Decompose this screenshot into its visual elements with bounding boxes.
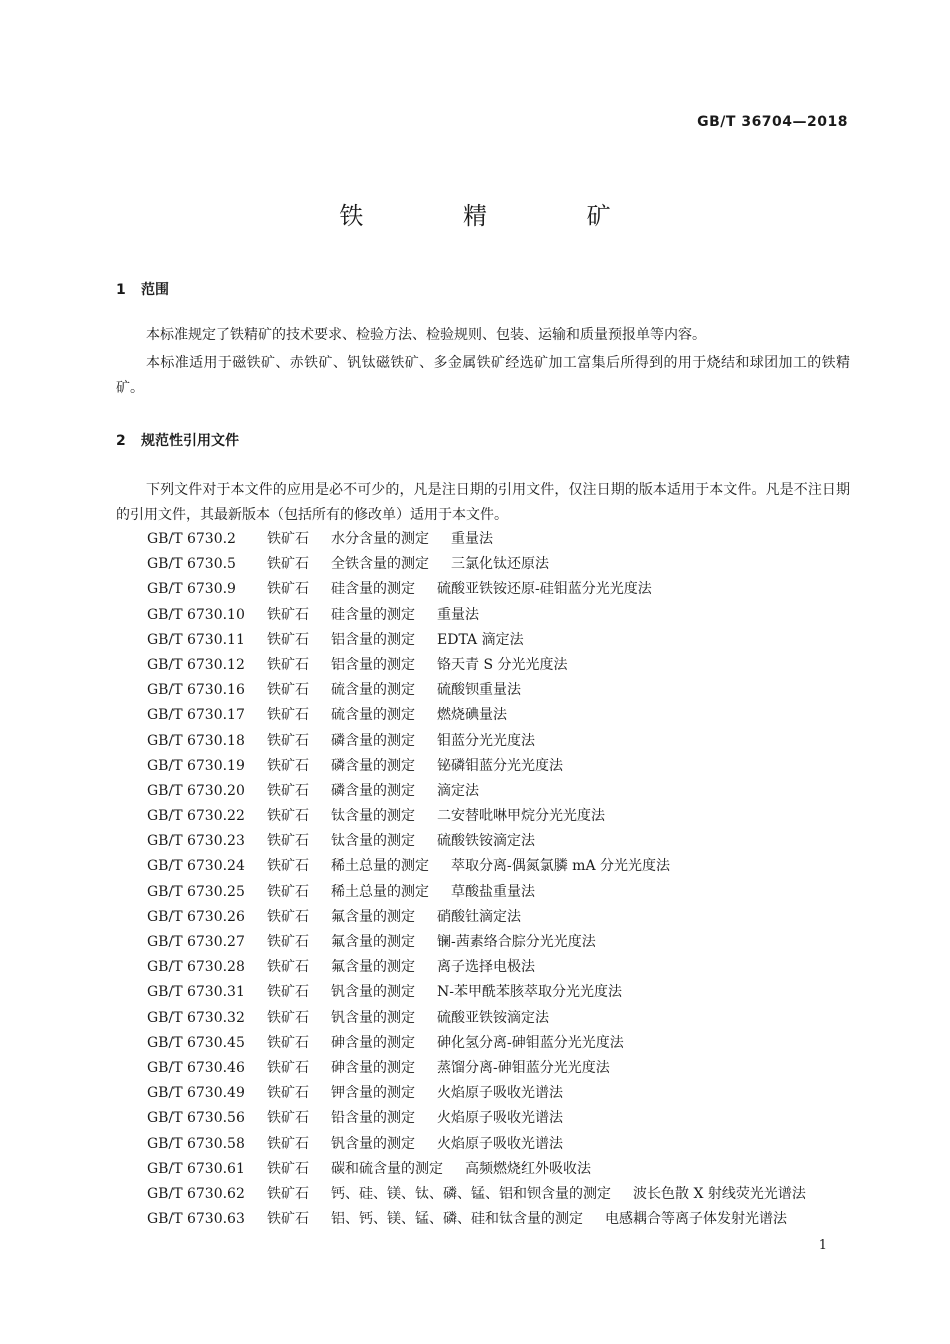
- reference-item: [147, 829, 806, 854]
- reference-item: [147, 577, 806, 602]
- reference-method: 离子选择电极法: [437, 959, 535, 976]
- reference-method: 硫酸钡重量法: [437, 682, 521, 699]
- reference-material: 铁矿石: [267, 858, 309, 875]
- reference-material: 铁矿石: [267, 1135, 309, 1152]
- reference-code: GB/T 6730.24: [147, 858, 245, 875]
- reference-material: 铁矿石: [267, 606, 309, 623]
- reference-item-name: 硫含量的测定: [331, 682, 415, 699]
- reference-code: GB/T 6730.63: [147, 1211, 245, 1228]
- reference-item: [147, 729, 806, 754]
- reference-method: EDTA 滴定法: [437, 631, 524, 648]
- reference-code: GB/T 6730.28: [147, 959, 245, 976]
- reference-item: [147, 1006, 806, 1031]
- reference-method: 铬天青 S 分光光度法: [437, 656, 568, 673]
- reference-method: 铋磷钼蓝分光光度法: [437, 757, 563, 774]
- reference-material: 铁矿石: [267, 1211, 309, 1228]
- reference-method: 草酸盐重量法: [451, 883, 535, 900]
- reference-material: 铁矿石: [267, 833, 309, 850]
- reference-code: GB/T 6730.18: [147, 732, 245, 749]
- reference-method: 蒸馏分离-砷钼蓝分光光度法: [437, 1059, 610, 1076]
- reference-code: GB/T 6730.23: [147, 833, 245, 850]
- reference-method: 滴定法: [437, 782, 479, 799]
- reference-material: 铁矿石: [267, 656, 309, 673]
- reference-method: 镧-茜素络合腙分光光度法: [437, 934, 596, 950]
- page-number: 1: [818, 1238, 827, 1253]
- reference-material: 铁矿石: [267, 959, 309, 976]
- reference-code: GB/T 6730.19: [147, 757, 245, 774]
- reference-item-name: 钛含量的测定: [331, 808, 415, 825]
- reference-material: 铁矿石: [267, 732, 309, 749]
- section-number: 1: [116, 282, 126, 298]
- reference-method: 萃取分离-偶氮氯膦 mA 分光光度法: [451, 858, 671, 875]
- reference-item-name: 硫含量的测定: [331, 707, 415, 724]
- reference-method: 三氯化钛还原法: [451, 556, 549, 573]
- reference-material: 铁矿石: [267, 631, 309, 648]
- reference-item-name: 磷含量的测定: [331, 757, 415, 774]
- reference-item: [147, 1132, 806, 1157]
- reference-code: GB/T 6730.61: [147, 1160, 245, 1177]
- reference-item-name: 氟含量的测定: [331, 908, 415, 925]
- reference-method: 电感耦合等离子体发射光谱法: [605, 1211, 787, 1228]
- reference-item-name: 钾含量的测定: [331, 1085, 415, 1102]
- reference-material: 铁矿石: [267, 883, 309, 900]
- reference-material: 铁矿石: [267, 581, 309, 598]
- section-heading-scope: [116, 279, 169, 299]
- reference-item: [147, 653, 806, 678]
- reference-method: 硝酸钍滴定法: [437, 908, 521, 925]
- reference-item-name: 铝含量的测定: [331, 631, 415, 648]
- reference-item: [147, 527, 806, 552]
- paragraph: 本标准适用于磁铁矿、赤铁矿、钒钛磁铁矿、多金属铁矿经选矿加工富集后所得到的用于烧结和球团加工的铁精矿。: [116, 355, 850, 396]
- reference-code: GB/T 6730.56: [147, 1110, 245, 1127]
- reference-item-name: 砷含量的测定: [331, 1059, 415, 1076]
- reference-item-name: 钛含量的测定: [331, 833, 415, 850]
- reference-material: 铁矿石: [267, 934, 309, 950]
- reference-item-name: 硅含量的测定: [331, 581, 415, 598]
- reference-material: 铁矿石: [267, 682, 309, 699]
- reference-item-name: 铝、钙、镁、锰、磷、硅和钛含量的测定: [331, 1211, 583, 1228]
- reference-item: [147, 754, 806, 779]
- reference-item: [147, 854, 806, 879]
- reference-item: [147, 1106, 806, 1131]
- reference-method: 重量法: [451, 531, 493, 547]
- reference-code: GB/T 6730.32: [147, 1009, 245, 1026]
- reference-method: 高频燃烧红外吸收法: [465, 1160, 591, 1177]
- reference-code: GB/T 6730.27: [147, 934, 245, 950]
- reference-item-name: 磷含量的测定: [331, 782, 415, 799]
- reference-material: 铁矿石: [267, 1110, 309, 1127]
- reference-material: 铁矿石: [267, 1160, 309, 1177]
- reference-material: 铁矿石: [267, 808, 309, 825]
- reference-method: 钼蓝分光光度法: [437, 732, 535, 749]
- reference-code: GB/T 6730.25: [147, 883, 245, 900]
- reference-code: GB/T 6730.26: [147, 908, 245, 925]
- reference-material: 铁矿石: [267, 707, 309, 724]
- reference-code: GB/T 6730.12: [147, 656, 245, 673]
- reference-method: 砷化氢分离-砷钼蓝分光光度法: [437, 1034, 624, 1051]
- reference-item: [147, 552, 806, 577]
- reference-item: [147, 905, 806, 930]
- reference-item: [147, 880, 806, 905]
- reference-item-name: 碳和硫含量的测定: [331, 1160, 443, 1177]
- section-title: 范围: [141, 282, 169, 298]
- reference-item-name: 铅含量的测定: [331, 1110, 415, 1127]
- reference-item: [147, 1157, 806, 1182]
- reference-item: [147, 628, 806, 653]
- reference-material: 铁矿石: [267, 757, 309, 774]
- reference-item: [147, 1031, 806, 1056]
- reference-item-name: 砷含量的测定: [331, 1034, 415, 1051]
- reference-item-name: 稀土总量的测定: [331, 883, 429, 900]
- reference-item: [147, 703, 806, 728]
- reference-code: GB/T 6730.58: [147, 1135, 245, 1152]
- reference-method: 二安替吡啉甲烷分光光度法: [437, 808, 605, 825]
- reference-material: 铁矿石: [267, 984, 309, 1001]
- reference-material: 铁矿石: [267, 531, 309, 547]
- section-title: 规范性引用文件: [141, 433, 239, 449]
- section-heading-references: [116, 430, 239, 450]
- reference-item: [147, 1081, 806, 1106]
- paragraph: 下列文件对于本文件的应用是必不可少的，凡是注日期的引用文件，仅注日期的版本适用于本文件。凡是不注日期的引用文件，其最新版本（包括所有的修改单）适用于本文件。: [116, 482, 850, 523]
- reference-method: 硫酸亚铁铵还原-硅钼蓝分光光度法: [437, 581, 652, 598]
- reference-method: 硫酸亚铁铵滴定法: [437, 1009, 549, 1026]
- standard-code: GB/T 36704—2018: [697, 114, 848, 130]
- reference-method: 火焰原子吸收光谱法: [437, 1085, 563, 1102]
- reference-method: 硫酸铁铵滴定法: [437, 833, 535, 850]
- reference-item: [147, 930, 806, 955]
- reference-item-name: 氟含量的测定: [331, 959, 415, 976]
- reference-code: GB/T 6730.31: [147, 984, 245, 1001]
- reference-list: [147, 527, 806, 1232]
- section-number: 2: [116, 433, 126, 449]
- reference-item-name: 水分含量的测定: [331, 531, 429, 547]
- reference-item-name: 铝含量的测定: [331, 656, 415, 673]
- reference-method: 波长色散 X 射线荧光光谱法: [633, 1185, 806, 1202]
- reference-item: [147, 678, 806, 703]
- reference-code: GB/T 6730.11: [147, 631, 245, 648]
- reference-method: 燃烧碘量法: [437, 707, 507, 724]
- reference-code: GB/T 6730.17: [147, 707, 245, 724]
- reference-code: GB/T 6730.49: [147, 1085, 245, 1102]
- reference-material: 铁矿石: [267, 782, 309, 799]
- reference-item-name: 全铁含量的测定: [331, 556, 429, 573]
- reference-item: [147, 804, 806, 829]
- reference-method: 火焰原子吸收光谱法: [437, 1110, 563, 1127]
- reference-method: 火焰原子吸收光谱法: [437, 1135, 563, 1152]
- reference-item-name: 硅含量的测定: [331, 606, 415, 623]
- reference-code: GB/T 6730.2: [147, 531, 236, 547]
- document-title: 铁 精 矿: [339, 202, 657, 230]
- reference-item: [147, 1207, 806, 1232]
- reference-item-name: 磷含量的测定: [331, 732, 415, 749]
- reference-item: [147, 779, 806, 804]
- reference-code: GB/T 6730.16: [147, 682, 245, 699]
- reference-material: 铁矿石: [267, 1034, 309, 1051]
- reference-code: GB/T 6730.22: [147, 808, 245, 825]
- reference-item: [147, 980, 806, 1005]
- reference-item-name: 氟含量的测定: [331, 934, 415, 950]
- reference-code: GB/T 6730.46: [147, 1059, 245, 1076]
- reference-material: 铁矿石: [267, 1085, 309, 1102]
- reference-item-name: 钙、硅、镁、钛、磷、锰、铝和钡含量的测定: [331, 1185, 611, 1202]
- reference-code: GB/T 6730.20: [147, 782, 245, 799]
- reference-code: GB/T 6730.5: [147, 556, 236, 573]
- reference-material: 铁矿石: [267, 908, 309, 925]
- reference-item: [147, 1056, 806, 1081]
- reference-code: GB/T 6730.10: [147, 606, 245, 623]
- reference-material: 铁矿石: [267, 1009, 309, 1026]
- reference-item-name: 钒含量的测定: [331, 1009, 415, 1026]
- reference-code: GB/T 6730.62: [147, 1185, 245, 1202]
- reference-material: 铁矿石: [267, 1185, 309, 1202]
- paragraph: 本标准规定了铁精矿的技术要求、检验方法、检验规则、包装、运输和质量预报单等内容。: [146, 327, 706, 343]
- reference-code: GB/T 6730.9: [147, 581, 236, 598]
- reference-material: 铁矿石: [267, 1059, 309, 1076]
- reference-item-name: 钒含量的测定: [331, 984, 415, 1001]
- reference-item: [147, 955, 806, 980]
- reference-method: N-苯甲酰苯胲萃取分光光度法: [437, 984, 622, 1001]
- reference-item: [147, 1182, 806, 1207]
- reference-item: [147, 603, 806, 628]
- reference-code: GB/T 6730.45: [147, 1034, 245, 1051]
- reference-method: 重量法: [437, 606, 479, 623]
- reference-item-name: 稀土总量的测定: [331, 858, 429, 875]
- reference-material: 铁矿石: [267, 556, 309, 573]
- reference-item-name: 钒含量的测定: [331, 1135, 415, 1152]
